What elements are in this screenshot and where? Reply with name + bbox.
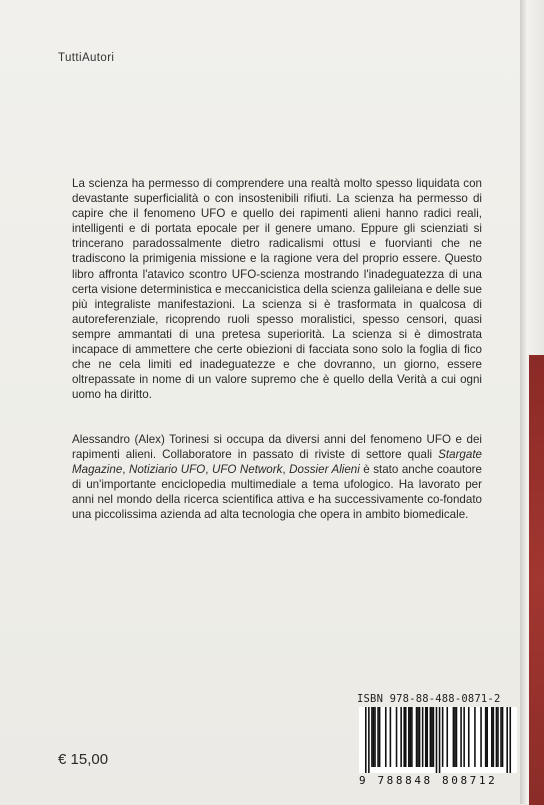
barcode-bar — [439, 707, 441, 773]
italic-title: Notiziario UFO — [128, 463, 206, 477]
barcode-bar — [486, 707, 488, 767]
text-run: , — [122, 463, 129, 477]
barcode-bar — [419, 707, 421, 767]
barcode-bar — [373, 707, 375, 767]
isbn-label: ISBN 978-88-488-0871-2 — [357, 693, 501, 705]
barcode-bar — [426, 707, 428, 767]
barcode-bar — [456, 707, 458, 767]
book-blurb — [72, 176, 482, 402]
barcode-bar — [400, 707, 402, 767]
barcode-bar — [417, 707, 419, 767]
price-label: € 15,00 — [58, 751, 109, 768]
barcode-bar — [436, 707, 438, 773]
barcode-bar — [480, 707, 482, 767]
barcode-bar — [442, 707, 444, 767]
barcode-bar — [365, 707, 367, 773]
barcode-bar — [430, 707, 432, 767]
barcode-bar — [410, 707, 412, 767]
text-run: è stato anche coautore di un'importante enciclopedia multimediale a tema ufologico. Ha lavorato per anni nel mondo della ricerca scientifica attiva e ha successivamente co-fondato una piccolissima azienda ad alta tecnologia che opera in ambito biomedicale. — [72, 463, 482, 522]
barcode-bar — [431, 707, 433, 767]
barcode-bar — [416, 707, 418, 767]
barcode-bar — [405, 707, 407, 767]
barcode-bar — [453, 707, 455, 767]
text-run: La scienza ha permesso di comprendere una realtà molto spesso liquidata con devastante superficialità o con insostenibili rifiuti. La scienza ha permesso di capire che il fenomeno UFO e quello dei rapimenti alieni hanno radici reali, intelligenti e di portata epocale per il genere umano. Eppure gli scienziati si trincerano paradossalmente dietro radicalismi ottusi e fuorvianti che ne tradiscono la primigenia missione e la ragione vera del proprio essere. Questo libro affronta l'atavico scontro UFO-scienza mostrando l'inadeguatezza di una certa visione deterministica e meccanicistica della scienza galileiana e delle sue più integraliste manifestazioni. La scienza si è trasformata in qualcosa di autoreferenziale, ricoprendo ruoli spesso moralistici, spesso censori, quasi sempre ammantati di una pretesa superiorità. La scienza si è dimostrata incapace di ammettere che certe obiezioni di facciata sono solo la foglia di fico che ne cela limiti ed inadeguatezze e che dovranno, un giorno, essere oltrepassate in nome di un valore supremo che è quello della Verità a cui ogni uomo ha diritto. — [72, 177, 482, 402]
barcode-block — [359, 693, 517, 787]
barcode-bar — [433, 707, 435, 767]
barcode-bar — [377, 707, 379, 767]
text-run: , — [205, 463, 212, 477]
barcode-bar — [425, 707, 427, 767]
italic-title: UFO Network — [211, 463, 283, 477]
barcode-bar — [460, 707, 462, 767]
barcode-bar — [385, 707, 387, 767]
barcode-bar — [468, 707, 470, 767]
ean-digits: 9 788848 808712 — [359, 774, 498, 787]
barcode-bar — [371, 707, 373, 767]
ean-barcode — [359, 707, 517, 773]
barcode-bar — [506, 707, 508, 773]
barcode-bar — [474, 707, 476, 767]
barcode-bar — [379, 707, 381, 767]
italic-title: Stargate Magazine — [72, 448, 482, 477]
barcode-bar — [491, 707, 493, 767]
barcode-bar — [496, 707, 498, 767]
text-run: Alessandro (Alex) Torinesi si occupa da diversi anni del fenomeno UFO e dei rapimenti alieni. Collaboratore in passato di riviste di settore quali — [72, 433, 482, 462]
barcode-bar — [493, 707, 495, 767]
publisher-name: TuttiAutori — [58, 52, 115, 64]
barcode-bar — [403, 707, 405, 767]
barcode-bar — [390, 707, 392, 767]
barcode-bar — [454, 707, 456, 767]
barcode-bar — [411, 707, 413, 767]
barcode-bar — [396, 707, 398, 767]
barcode-bar — [497, 707, 499, 767]
barcode-bar — [374, 707, 376, 767]
barcode-bar — [408, 707, 410, 767]
barcode-bar — [500, 707, 502, 767]
barcode-bar — [368, 707, 370, 773]
barcode-bar — [422, 707, 424, 767]
barcode-bar — [485, 707, 487, 767]
text-run: , — [282, 463, 290, 477]
spine-red-band — [529, 355, 544, 805]
barcode-bar — [446, 707, 448, 767]
barcode-bar — [463, 707, 465, 767]
author-bio — [72, 432, 482, 523]
barcode-bar — [502, 707, 504, 767]
barcode-bar — [509, 707, 511, 773]
italic-title: Dossier Alieni — [289, 463, 360, 477]
